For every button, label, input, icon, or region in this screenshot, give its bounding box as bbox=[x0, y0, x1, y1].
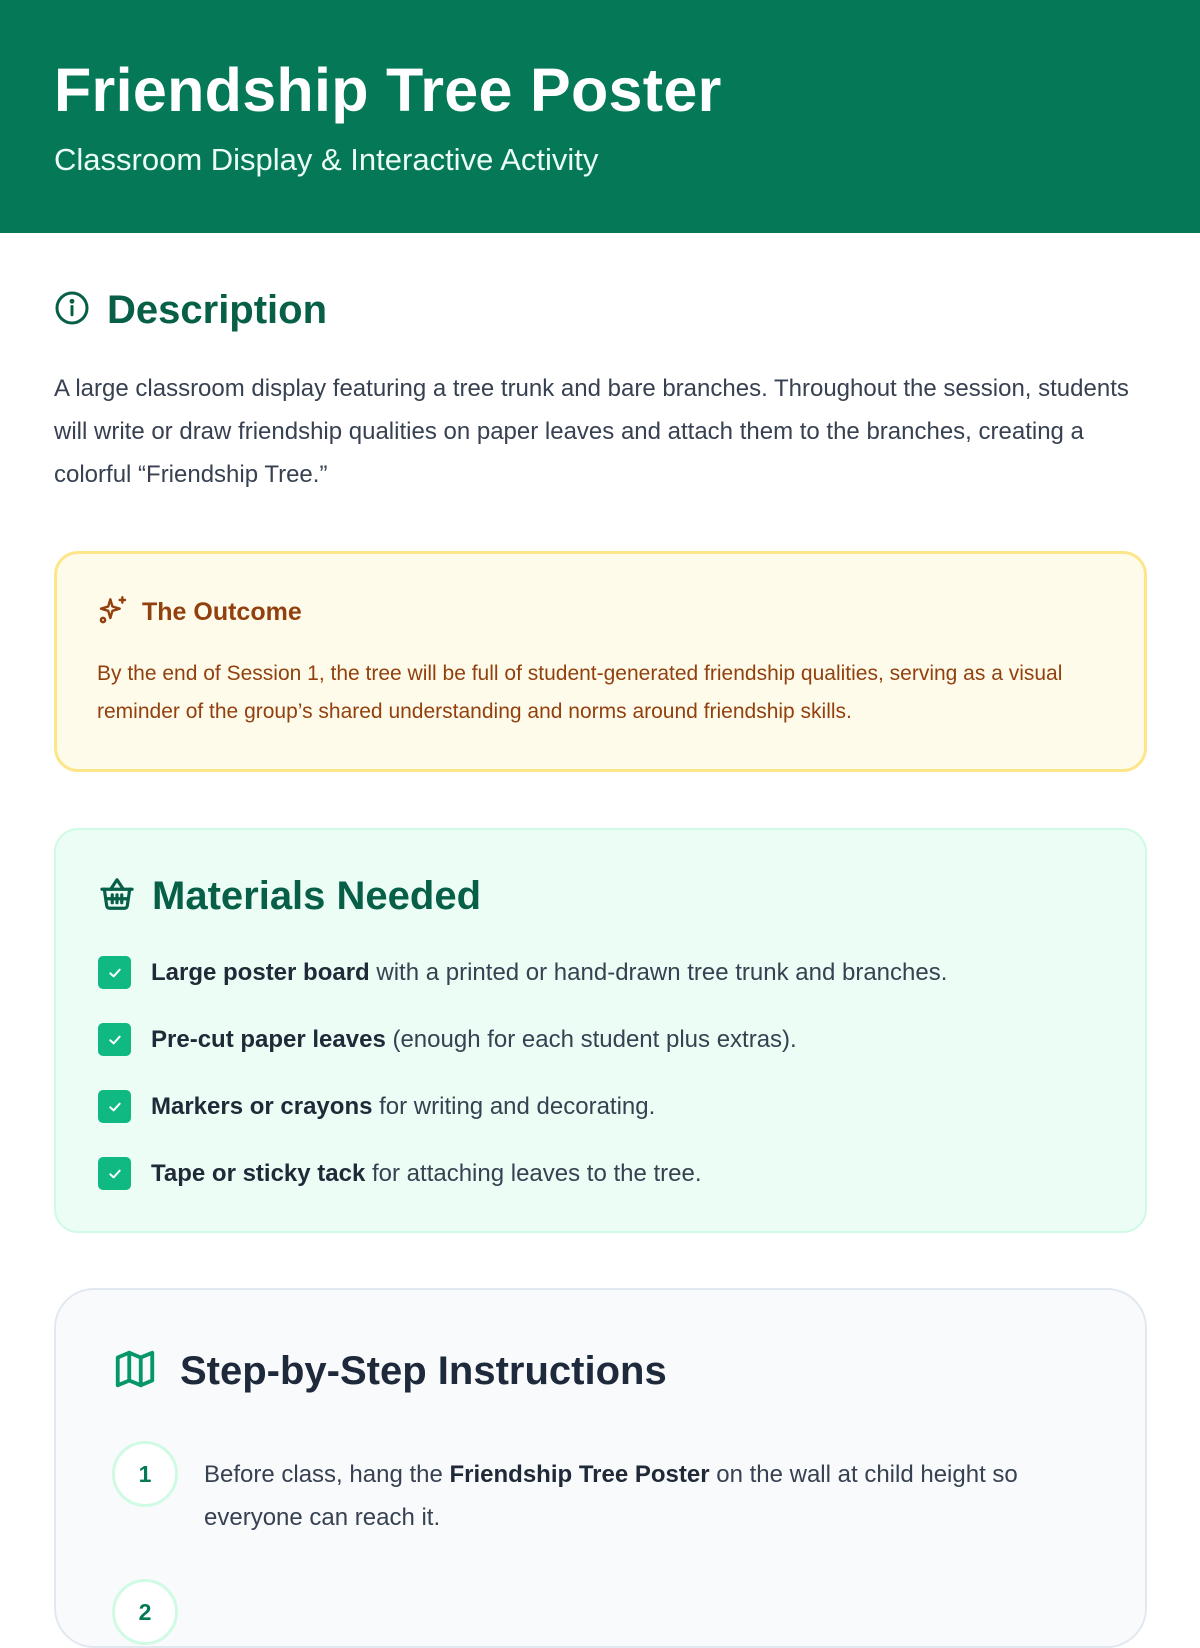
material-detail: for writing and decorating. bbox=[372, 1092, 656, 1120]
step-number: 2 bbox=[112, 1579, 178, 1645]
list-item bbox=[98, 1006, 1105, 1073]
material-detail: with a printed or hand-drawn tree trunk and branches. bbox=[369, 958, 948, 986]
step-item bbox=[112, 1579, 1105, 1645]
material-name: Markers or crayons bbox=[151, 1092, 373, 1120]
list-item bbox=[98, 1073, 1105, 1140]
step-text-part: Before class, hang the bbox=[204, 1461, 450, 1488]
list-item bbox=[98, 939, 1105, 1006]
materials-card bbox=[54, 828, 1147, 1233]
step-text-part: on the wall at child height so everyone can reach it. bbox=[204, 1461, 1018, 1531]
material-detail: (enough for each student plus extras). bbox=[385, 1025, 797, 1053]
list-item bbox=[98, 1140, 1105, 1207]
step-number: 1 bbox=[112, 1441, 178, 1507]
material-name: Large poster board bbox=[151, 958, 370, 986]
check-icon bbox=[98, 1090, 131, 1123]
sparkles-icon bbox=[97, 594, 129, 631]
step-text-bold: Friendship Tree Poster bbox=[449, 1461, 710, 1488]
instructions-card bbox=[54, 1288, 1147, 1648]
materials-list bbox=[98, 939, 1105, 1207]
step-text bbox=[204, 1453, 1084, 1539]
materials-title: Materials Needed bbox=[152, 874, 482, 918]
map-icon bbox=[112, 1346, 158, 1397]
description-text: A large classroom display featuring a tree trunk and bare branches. Throughout the session, students will write or draw friendship qualities on paper leaves and attach them to the branches, creating a colorful “Friendship Tree.” bbox=[54, 375, 1129, 488]
basket-icon bbox=[98, 875, 136, 918]
check-icon bbox=[98, 1157, 131, 1190]
description-title: Description bbox=[107, 288, 328, 332]
check-icon bbox=[98, 1023, 131, 1056]
outcome-text: By the end of Session 1, the tree will be full of student-generated friendship qualities, serving as a visual reminder of the group’s shared understanding and norms around friendship skills. bbox=[97, 662, 1063, 723]
instructions-title: Step-by-Step Instructions bbox=[180, 1349, 667, 1393]
description-heading bbox=[54, 288, 327, 333]
info-circle-icon bbox=[54, 290, 90, 331]
material-name: Tape or sticky tack bbox=[151, 1159, 366, 1187]
page-title: Friendship Tree Poster bbox=[54, 56, 722, 124]
step-item bbox=[112, 1441, 1105, 1539]
material-detail: for attaching leaves to the tree. bbox=[365, 1159, 702, 1187]
check-icon bbox=[98, 956, 131, 989]
page-subtitle: Classroom Display & Interactive Activity bbox=[54, 142, 599, 177]
outcome-callout bbox=[54, 551, 1147, 772]
material-name: Pre-cut paper leaves bbox=[151, 1025, 386, 1053]
outcome-title: The Outcome bbox=[142, 598, 302, 626]
page-header bbox=[0, 0, 1200, 233]
